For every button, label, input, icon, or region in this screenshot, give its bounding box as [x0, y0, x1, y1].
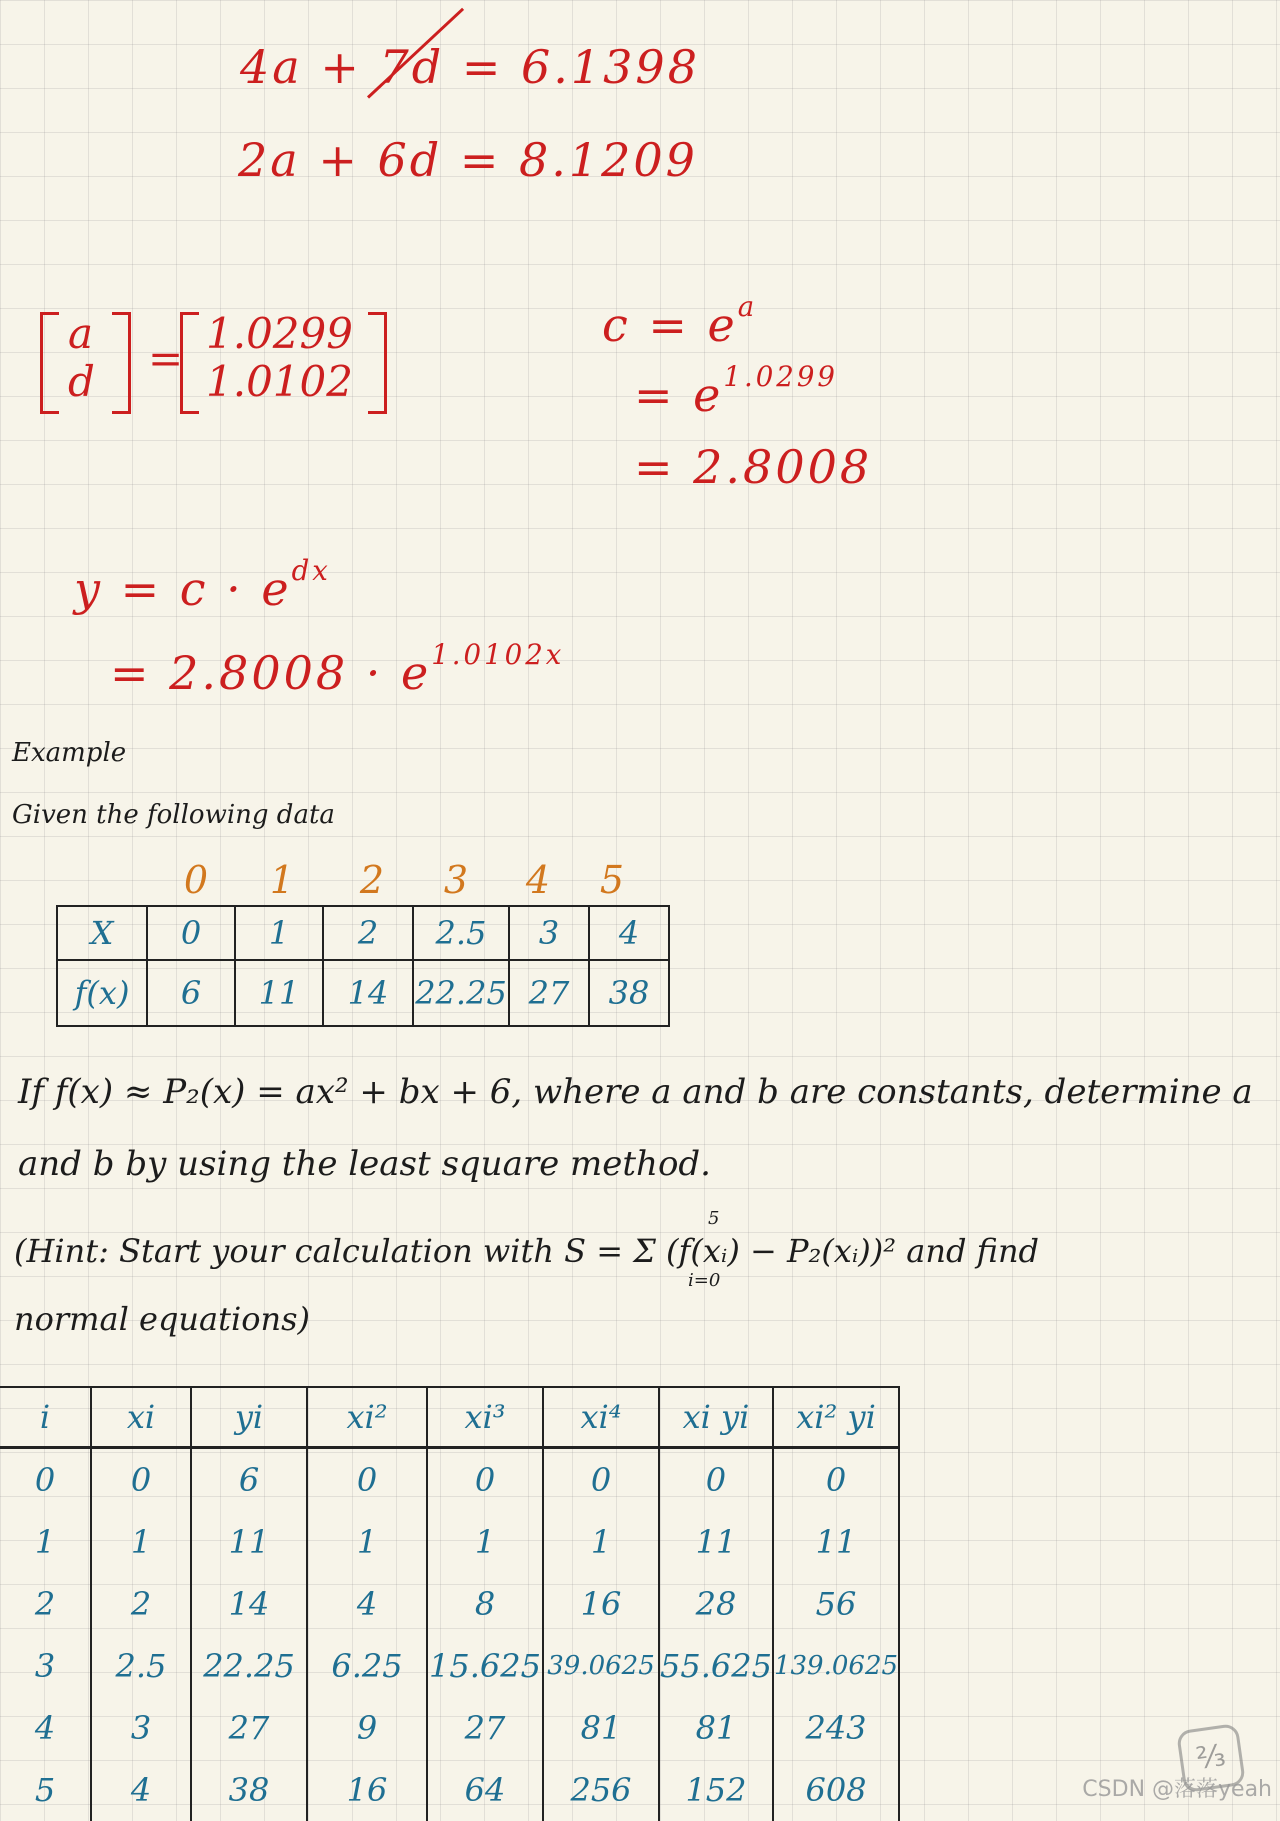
table-cell: 4 [0, 1697, 91, 1759]
table-cell: 81 [543, 1697, 659, 1759]
watermark: CSDN @落落yeah [1082, 1772, 1272, 1803]
y-line-1-base: y = c · e [74, 562, 292, 616]
table-row [0, 1759, 899, 1821]
table-cell: 1 [543, 1511, 659, 1573]
header-xi3: xi³ [427, 1387, 543, 1448]
hint-line-1: (Hint: Start your calculation with S = Σ (f(xᵢ) − P₂(xᵢ))² and find [14, 1232, 1039, 1270]
table-cell: 81 [659, 1697, 773, 1759]
table-cell: 15.625 [427, 1635, 543, 1697]
table-cell: 11 [191, 1511, 307, 1573]
table-cell: 0 [427, 1448, 543, 1512]
table-cell: 3 [509, 906, 589, 960]
table-cell: 6 [147, 960, 235, 1026]
table-cell: 14 [191, 1573, 307, 1635]
table-cell: 256 [543, 1759, 659, 1821]
c-line-1-exp: a [738, 290, 757, 323]
data-table [56, 905, 670, 1027]
table-cell: 4 [589, 906, 669, 960]
matrix-equals: = [148, 334, 183, 383]
index-1: 1 [252, 858, 312, 902]
given-text: Given the following data [12, 800, 335, 830]
table-cell: 27 [509, 960, 589, 1026]
table-cell: 4 [91, 1759, 191, 1821]
left-bracket [40, 312, 59, 414]
table-cell: 39.0625 [543, 1635, 659, 1697]
header-xi2yi: xi² yi [773, 1387, 899, 1448]
y-line-2-base: = 2.8008 · e [110, 646, 431, 700]
value-d: 1.0102 [206, 358, 353, 406]
table-cell: 2 [323, 906, 413, 960]
header-xi: xi [91, 1387, 191, 1448]
table-cell: 1 [427, 1511, 543, 1573]
table-cell: 6.25 [307, 1635, 427, 1697]
table-cell: 3 [91, 1697, 191, 1759]
index-4: 4 [508, 858, 568, 902]
table-cell: 1 [307, 1511, 427, 1573]
table-cell: 0 [307, 1448, 427, 1512]
calc-table [0, 1386, 900, 1821]
var-d: d [68, 358, 95, 406]
variable-column [68, 310, 95, 406]
table-cell: 2 [0, 1573, 91, 1635]
index-2: 2 [342, 858, 402, 902]
table-cell: 16 [307, 1759, 427, 1821]
value-a: 1.0299 [206, 310, 353, 358]
table-cell: 28 [659, 1573, 773, 1635]
table-cell: 2.5 [413, 906, 509, 960]
table-cell: 11 [773, 1511, 899, 1573]
table-cell: 2.5 [91, 1635, 191, 1697]
table-cell: 64 [427, 1759, 543, 1821]
table-cell: 1 [235, 906, 323, 960]
problem-line-1: If f(x) ≈ P₂(x) = ax² + bx + 6, where a and b are constants, determine a [18, 1072, 1253, 1112]
hint-line-2: normal equations) [14, 1300, 310, 1338]
table-cell: 27 [191, 1697, 307, 1759]
header-xiyi: xi yi [659, 1387, 773, 1448]
header-xi4: xi⁴ [543, 1387, 659, 1448]
table-cell: 152 [659, 1759, 773, 1821]
table-cell: 0 [91, 1448, 191, 1512]
eq1-term-d: 7d [380, 40, 445, 94]
c-line-1 [602, 298, 757, 352]
index-3: 3 [426, 858, 486, 902]
table-cell: 0 [773, 1448, 899, 1512]
table-row [0, 1697, 899, 1759]
table-cell: 6 [191, 1448, 307, 1512]
y-line-1 [74, 562, 331, 616]
c-line-3: = 2.8008 [634, 440, 872, 494]
table-cell: 27 [427, 1697, 543, 1759]
table-row [0, 1511, 899, 1573]
y-line-1-exp: dx [292, 554, 331, 587]
header-yi: yi [191, 1387, 307, 1448]
sum-upper-limit: 5 [708, 1208, 719, 1229]
table-row [0, 1573, 899, 1635]
right-bracket [112, 312, 131, 414]
table-cell: 2 [91, 1573, 191, 1635]
app-logo-icon: ⅔ [1176, 1723, 1246, 1793]
y-line-2-exp: 1.0102x [431, 638, 564, 671]
header-i: i [0, 1387, 91, 1448]
c-line-2 [634, 368, 838, 422]
equation-1 [240, 40, 700, 94]
table-cell: 3 [0, 1635, 91, 1697]
problem-line-2: and b by using the least square method. [18, 1144, 711, 1184]
table-cell: 5 [0, 1759, 91, 1821]
table-cell: 11 [235, 960, 323, 1026]
table-cell: 0 [0, 1448, 91, 1512]
index-5: 5 [582, 858, 642, 902]
table-cell: 243 [773, 1697, 899, 1759]
table-row [0, 1635, 899, 1697]
table-cell: 0 [147, 906, 235, 960]
table-cell: 11 [659, 1511, 773, 1573]
equation-2: 2a + 6d = 8.1209 [238, 133, 698, 187]
table-cell: 1 [0, 1511, 91, 1573]
c-line-1-base: c = e [602, 298, 738, 352]
table-cell: 0 [659, 1448, 773, 1512]
table-cell: 22.25 [191, 1635, 307, 1697]
index-0: 0 [166, 858, 226, 902]
table-row [57, 906, 669, 960]
table-cell: 38 [191, 1759, 307, 1821]
row-label-f: f(x) [57, 960, 147, 1026]
var-a: a [68, 310, 95, 358]
table-cell: 1 [91, 1511, 191, 1573]
left-bracket [180, 312, 199, 414]
table-cell: 0 [543, 1448, 659, 1512]
sum-lower-limit: i=0 [688, 1270, 720, 1291]
y-line-2 [110, 646, 564, 700]
table-cell: 608 [773, 1759, 899, 1821]
table-cell: 38 [589, 960, 669, 1026]
calc-table-body [0, 1448, 899, 1821]
example-heading: Example [12, 738, 126, 768]
table-row [57, 960, 669, 1026]
c-line-2-exp: 1.0299 [723, 360, 838, 393]
table-row [0, 1448, 899, 1512]
table-cell: 55.625 [659, 1635, 773, 1697]
table-cell: 139.0625 [773, 1635, 899, 1697]
table-cell: 4 [307, 1573, 427, 1635]
eq1-plus: + [320, 40, 362, 94]
table-cell: 14 [323, 960, 413, 1026]
table-cell: 16 [543, 1573, 659, 1635]
right-bracket [368, 312, 387, 414]
value-column [206, 310, 353, 406]
table-header-row [0, 1387, 899, 1448]
header-xi2: xi² [307, 1387, 427, 1448]
table-cell: 22.25 [413, 960, 509, 1026]
eq1-rhs: = 6.1398 [462, 40, 700, 94]
table-cell: 56 [773, 1573, 899, 1635]
eq1-term-a: 4a [240, 40, 303, 94]
c-line-2-base: = e [634, 368, 723, 422]
row-label-x: X [57, 906, 147, 960]
table-cell: 9 [307, 1697, 427, 1759]
table-cell: 8 [427, 1573, 543, 1635]
